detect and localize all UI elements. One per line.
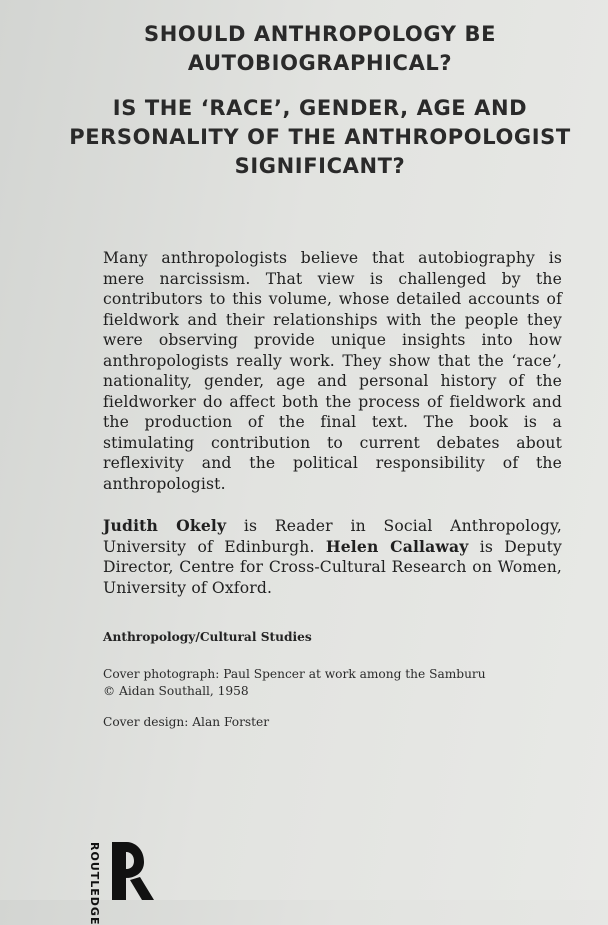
subject-category: Anthropology/Cultural Studies xyxy=(103,630,312,644)
author-bio-okely: is Reader in Social Anthropology, University of Edinburgh. xyxy=(103,517,563,556)
author-name-okely: Judith Okely xyxy=(103,516,227,535)
publisher-name: ROUTLEDGE xyxy=(88,842,101,925)
cover-photo-credit-line-2: © Aidan Southall, 1958 xyxy=(103,684,249,698)
headline-question-1: SHOULD ANTHROPOLOGY BE AUTOBIOGRAPHICAL? xyxy=(143,22,497,75)
cover-design-credit: Cover design: Alan Forster xyxy=(103,715,270,729)
author-name-callaway: Helen Callaway xyxy=(325,536,469,556)
author-bio-callaway: is Deputy Director, Centre for Cross-Cultural Research on Women, University of Oxford. xyxy=(103,537,562,597)
blurb-paragraph: Many anthropologists believe that autobiography is mere narcissism. That view is challenged by the contributors to this volume, whose detailed accounts of fieldwork and their relationships with the people they were observing provide unique insights into how anthropologists really work. They show that the ‘race’, nationality, gender, age and personal history of the fieldworker do affect both the process of fieldwork and the production of the final text. The book is a stimulating contribution to current debates about reflexivity and the political responsibility of the anthropologist. xyxy=(103,249,562,493)
headline-question-2: IS THE ‘RACE’, GENDER, AGE AND PERSONALITY OF THE ANTHROPOLOGIST SIGNIFICANT? xyxy=(69,96,571,178)
cover-photo-credit-line-1: Cover photograph: Paul Spencer at work among the Samburu xyxy=(103,667,486,681)
cover-photo-credit xyxy=(103,666,486,700)
authors-paragraph xyxy=(103,516,562,598)
